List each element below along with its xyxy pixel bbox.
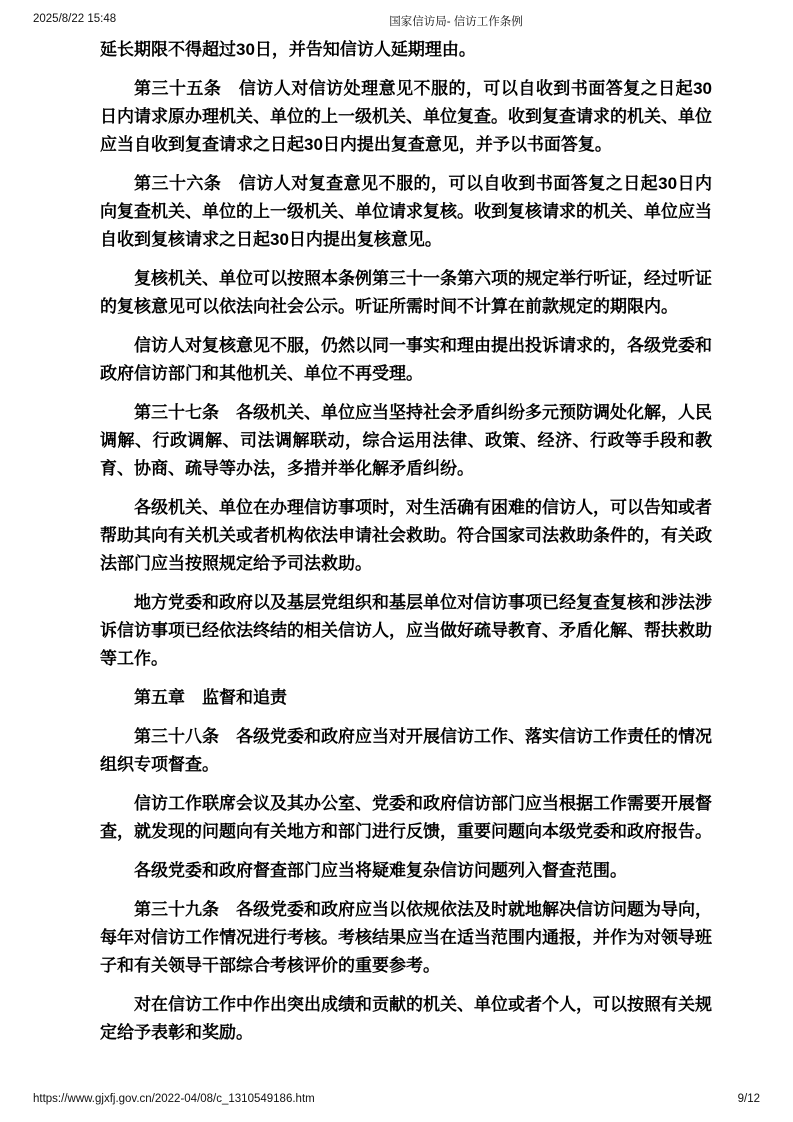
para-extension-notice: 延长期限不得超过30日，并告知信访人延期理由。 (100, 40, 476, 59)
print-datetime: 2025/8/22 15:48 (33, 13, 117, 25)
para-commendation: 对在信访工作中作出突出成绩和贡献的机关、单位或者个人，可以按照有关规定给予表彰和奖励。 (100, 995, 712, 1042)
para-article-39: 第三十九条 各级党委和政府应当以依规依法及时就地解决信访问题为导向，每年对信访工作情况进行考核。考核结果应当在适当范围内通报，并作为对领导班子和有关领导干部综合考核评价的重要参考。 (100, 900, 712, 975)
para-social-assistance: 各级机关、单位在办理信访事项时，对生活确有困难的信访人，可以告知或者帮助其向有关机关或者机构依法申请社会救助。符合国家司法救助条件的，有关政法部门应当按照规定给予司法救助。 (100, 498, 712, 573)
para-article-37: 第三十七条 各级机关、单位应当坚持社会矛盾纠纷多元预防调处化解，人民调解、行政调解、司法调解联动，综合运用法律、政策、经济、行政等手段和教育、协商、疏导等办法，多措并举化解矛盾纠纷。 (100, 403, 712, 478)
print-footer (33, 1090, 760, 1105)
para-article-38: 第三十八条 各级党委和政府应当对开展信访工作、落实信访工作责任的情况组织专项督查。 (100, 727, 712, 774)
source-url: https://www.gjxfj.gov.cn/2022-04/08/c_1310549186.htm (33, 1093, 315, 1105)
document-body (100, 36, 712, 1058)
para-no-further-acceptance: 信访人对复核意见不服，仍然以同一事实和理由提出投诉请求的，各级党委和政府信访部门和其他机关、单位不再受理。 (100, 336, 712, 383)
para-article-36: 第三十六条 信访人对复查意见不服的，可以自收到书面答复之日起30日内向复查机关、单位的上一级机关、单位请求复核。收到复核请求的机关、单位应当自收到复核请求之日起30日内提出复核意见。 (100, 174, 712, 249)
print-header (33, 13, 760, 29)
document-title: 国家信访局- 信访工作条例 (389, 16, 523, 28)
para-joint-meeting-supervision: 信访工作联席会议及其办公室、党委和政府信访部门应当根据工作需要开展督查，就发现的问题向有关地方和部门进行反馈，重要问题向本级党委和政府报告。 (100, 794, 712, 841)
para-article-35: 第三十五条 信访人对信访处理意见不服的，可以自收到书面答复之日起30日内请求原办理机关、单位的上一级机关、单位复查。收到复查请求的机关、单位应当自收到复查请求之日起30日内提出复查意见，并予以书面答复。 (100, 79, 712, 154)
para-grassroots-followup: 地方党委和政府以及基层党组织和基层单位对信访事项已经复查复核和涉法涉诉信访事项已经依法终结的相关信访人，应当做好疏导教育、矛盾化解、帮扶救助等工作。 (100, 593, 712, 668)
page-number: 9/12 (737, 1093, 760, 1105)
para-review-hearing: 复核机关、单位可以按照本条例第三十一条第六项的规定举行听证，经过听证的复核意见可以依法向社会公示。听证所需时间不计算在前款规定的期限内。 (100, 269, 712, 316)
chapter-5-heading: 第五章 监督和追责 (134, 688, 287, 707)
para-supervision-scope: 各级党委和政府督查部门应当将疑难复杂信访问题列入督查范围。 (134, 861, 627, 880)
